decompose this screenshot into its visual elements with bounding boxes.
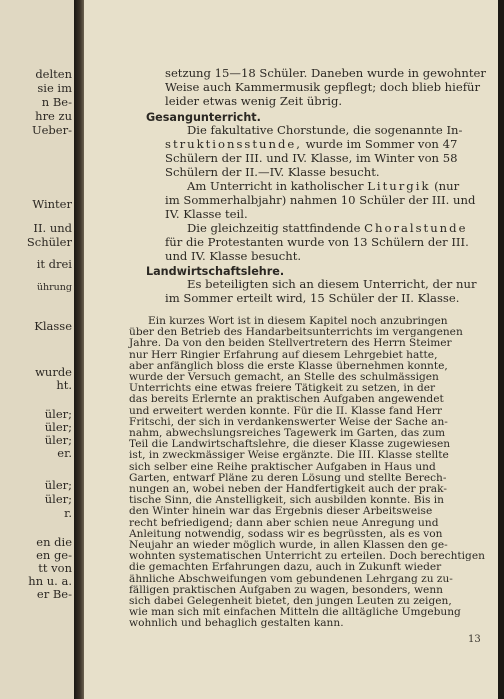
left-line: Ueber- xyxy=(31,123,72,137)
body-line: wurde der Versuch gemacht, an Stelle des schulmässigen xyxy=(129,371,439,383)
left-line: Schüler xyxy=(26,235,72,249)
body-line: aber anfänglich bloss die erste Klasse übernehmen konnte, xyxy=(129,359,448,372)
body-line: recht befriedigend; dann aber schien neue Anregung und xyxy=(129,516,439,529)
left-line: ht. xyxy=(56,378,72,392)
gesang-p3-line: für die Protestanten wurde von 13 Schülern der III. xyxy=(165,235,469,249)
left-page-fragment xyxy=(0,0,74,699)
gesang-p3-line: und IV. Klasse besucht. xyxy=(165,249,302,263)
left-line: Klasse xyxy=(34,319,72,333)
page-number: 13 xyxy=(468,634,481,646)
left-line: hn u. a. xyxy=(28,574,72,588)
body-line: den Winter hinein war das Ergebnis dieser Arbeitsweise xyxy=(129,505,433,518)
gesang-p1-line: Schülern der II.—IV. Klasse besucht. xyxy=(165,165,380,179)
body-line: und erweitert werden konnte. Für die II. Klasse fand Herr xyxy=(129,404,442,417)
page-edge-shadow xyxy=(498,0,504,699)
body-line: über den Betrieb des Handarbeitsunterrichts im vergangenen xyxy=(129,326,463,339)
gesang-p1-line: Die fakultative Chorstunde, die sogenannte In- xyxy=(187,123,463,137)
left-line: en die xyxy=(36,535,72,549)
left-line: er Be- xyxy=(36,587,72,601)
left-line: sie im xyxy=(37,81,72,95)
left-line: en ge- xyxy=(36,548,72,562)
body-line: wohnten systematischen Unterricht zu erteilen. Doch berechtigen xyxy=(129,550,485,563)
body-line: nungen an, wobei neben der Handfertigkeit auch der prak- xyxy=(129,483,447,495)
body-line: Unterrichts eine etwas freiere Tätigkeit zu setzen, in der xyxy=(129,382,436,395)
gesang-p1-line: Schülern der III. und IV. Klasse, im Winter von 58 xyxy=(165,151,458,165)
left-line: n Be- xyxy=(41,95,72,109)
left-line: üler; xyxy=(44,407,72,421)
body-line: Teil die Landwirtschaftslehre, die dieser Klasse zugewiesen xyxy=(129,438,451,451)
left-line: üler; xyxy=(44,420,72,434)
body-line: fälligen praktischen Aufgaben zu wagen, besonders, wenn xyxy=(129,583,443,596)
left-line: hre zu xyxy=(35,109,72,123)
body-line: ist, in zweckmässiger Weise ergänzte. Die III. Klasse stellte xyxy=(129,449,449,462)
left-line: II. und xyxy=(33,221,72,235)
left-line: it drei xyxy=(36,257,72,271)
intro-line: Weise auch Kammermusik gepflegt; doch blieb hiefür xyxy=(165,80,481,94)
body-line: nahm, abwechslungsreiches Tagewerk im Garten, das zum xyxy=(129,427,446,439)
body-line: Anleitung notwendig, sodass wir es begrüssten, als es von xyxy=(129,527,443,540)
body-line: Ein kurzes Wort ist in diesem Kapitel noch anzubringen xyxy=(148,315,448,327)
intro-line: leider etwas wenig Zeit übrig. xyxy=(165,94,343,108)
left-line: er. xyxy=(57,446,72,460)
body-line: Fritschi, der sich in verdankenswerter Weise der Sache an- xyxy=(129,415,448,428)
left-line: üler; xyxy=(44,492,72,506)
body-line: wohnlich und behaglich gestalten kann. xyxy=(129,617,344,630)
book-gutter xyxy=(74,0,84,699)
body-line: Jahre. Da von den beiden Stellvertretern des Herrn Steimer xyxy=(129,337,452,350)
left-line: Winter xyxy=(32,197,72,211)
heading-landwirtschaftslehre: Landwirtschaftslehre. xyxy=(146,265,285,278)
landwirt-line: im Sommer erteilt wird, 15 Schüler der II. Klasse. xyxy=(165,291,460,305)
body-line: nur Herr Ringier Erfahrung auf diesem Lehrgebiet hatte, xyxy=(129,348,438,361)
gesang-p2-line: Am Unterricht in katholischer Liturgik (nur xyxy=(187,179,460,193)
gesang-p2-line: IV. Klasse teil. xyxy=(165,207,248,221)
body-line: die gemachten Erfahrungen dazu, auch in Zukunft wieder xyxy=(129,561,442,574)
body-line: sich selber eine Reihe praktischer Aufgaben in Haus und xyxy=(129,460,436,473)
left-line: wurde xyxy=(35,365,72,379)
gesang-p1-line: struktionsstunde, wurde im Sommer von 47 xyxy=(165,137,458,151)
heading-gesangunterricht: Gesangunterricht. xyxy=(146,111,261,124)
gesang-p3-line: Die gleichzeitig stattfindende Choralstunde xyxy=(187,221,468,235)
left-line: tt von xyxy=(38,561,72,575)
left-line: üler; xyxy=(44,433,72,447)
left-line: üler; xyxy=(44,478,72,492)
landwirt-line: Es beteiligten sich an diesem Unterricht, der nur xyxy=(187,277,477,291)
body-line: Garten, entwarf Pläne zu deren Lösung und stellte Berech- xyxy=(129,471,447,484)
body-line: das bereits Erlernte an praktischen Aufgaben angewendet xyxy=(129,393,444,406)
body-line: tische Sinn, die Anstelligkeit, sich ausbilden konnte. Bis in xyxy=(129,494,444,507)
body-line: sich dabei Gelegenheit bietet, den jungen Leuten zu zeigen, xyxy=(129,595,452,607)
left-line: delten xyxy=(35,67,72,81)
intro-line: setzung 15—18 Schüler. Daneben wurde in gewohnter xyxy=(165,66,486,80)
left-line: r. xyxy=(64,506,72,520)
body-line: wie man sich mit einfachen Mitteln die alltägliche Umgebung xyxy=(129,606,461,619)
gesang-p2-line: im Sommerhalbjahr) nahmen 10 Schüler der III. und xyxy=(165,193,476,207)
body-line: Neujahr an wieder möglich wurde, in allen Klassen den ge- xyxy=(129,539,448,551)
right-page xyxy=(84,0,498,699)
body-line: ähnliche Abschweifungen vom gebundenen Lehrgang zu zu- xyxy=(129,572,453,585)
left-line: ührung xyxy=(36,282,72,293)
